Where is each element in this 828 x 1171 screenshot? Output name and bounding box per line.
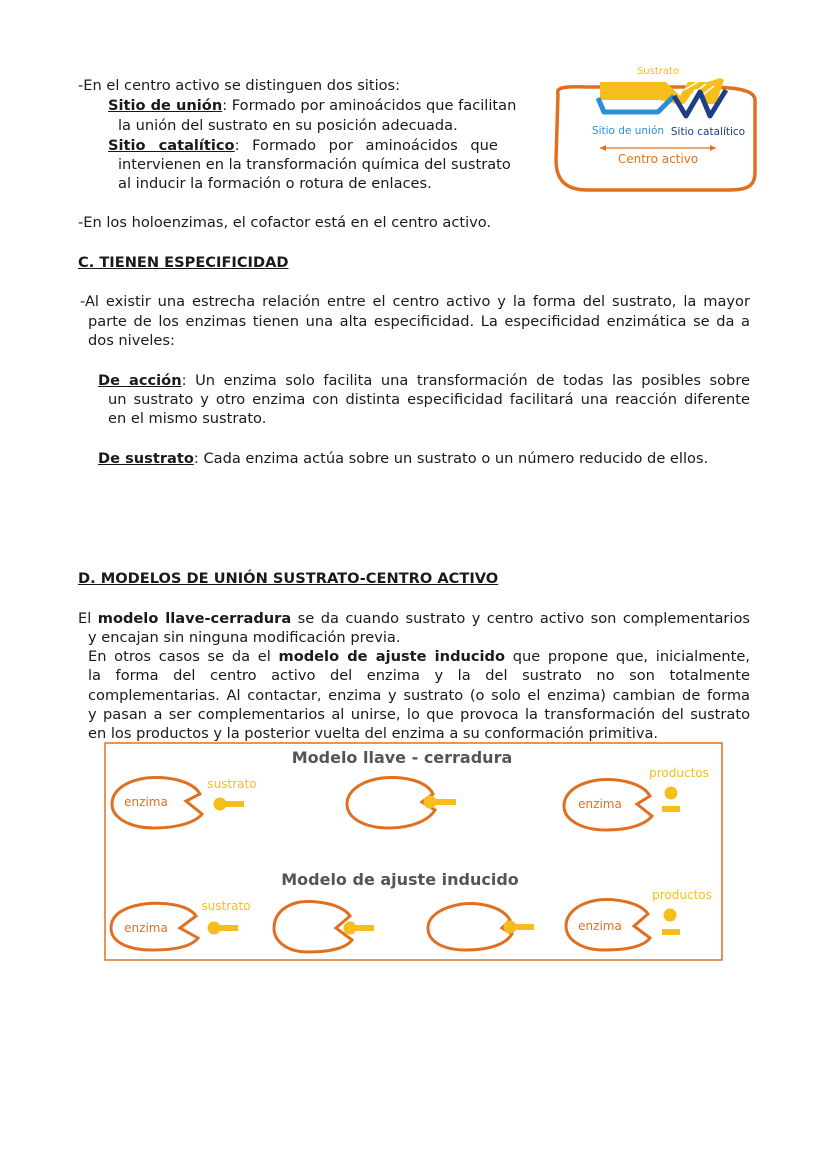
sitio-union-text: : Formado por aminoácidos que facilitan	[222, 97, 517, 114]
sitio-catalitico-line-2: intervienen en la transformación química del sustrato	[118, 156, 511, 173]
sustrato-1-tail	[220, 801, 244, 807]
label-sitio-catalitico: Sitio catalítico	[670, 126, 746, 138]
sitio-catalitico-text: : Formado por aminoácidos que	[234, 137, 498, 154]
accion-text: : Un enzima solo facilita una transformación de todas las posibles sobre	[181, 372, 750, 389]
especificidad-p1-line-1: -Al existir una estrecha relación entre el centro activo y la forma del sustrato, la mayor	[80, 293, 750, 310]
centro-activo-diagram	[548, 60, 764, 194]
producto-2b	[662, 929, 680, 935]
sitio-union-term: Sitio de unión	[108, 97, 223, 114]
complejo-3-sustrato-tail	[510, 924, 534, 930]
producto-2a	[664, 909, 677, 922]
label-sustrato-1: sustrato	[207, 777, 257, 791]
label-productos-2: productos	[652, 888, 712, 902]
intro-sitios: -En el centro activo se distinguen dos sitios:	[78, 77, 401, 94]
sitio-catalitico-term: Sitio catalítico	[108, 137, 235, 154]
sitio-catalitico-line-3: al inducir la formación o rotura de enlaces.	[118, 175, 432, 192]
label-sustrato: Sustrato	[636, 66, 680, 77]
especificidad-p1-line-2: parte de los enzimas tienen una alta especificidad. La especificidad enzimática se da a	[88, 313, 750, 330]
modelos-diagram	[104, 742, 724, 964]
de-sustrato-term: De sustrato	[98, 450, 194, 467]
modelo-ajuste-inducido-term: modelo de ajuste inducido	[278, 648, 506, 665]
modelos-line-1	[78, 609, 750, 628]
accion-line-2: un sustrato y otro enzima con distinta especificidad facilitará una reacción diferente	[108, 391, 750, 408]
sitio-catalitico-line-1	[108, 136, 535, 155]
modelos-line-4: la forma del centro activo del enzima y la del sustrato no son totalmente	[88, 667, 750, 684]
especificidad-p1-line-3: dos niveles:	[88, 332, 175, 349]
modelos-l3-c: que propone que, inicialmente,	[505, 648, 750, 665]
heading-especificidad: C. TIENEN ESPECIFICIDAD	[78, 254, 289, 271]
label-enzima-2: enzima	[578, 797, 622, 811]
sitio-union-line-2: la unión del sustrato en su posición adecuada.	[118, 117, 458, 134]
modelos-l3-a: En otros casos se da el	[88, 648, 279, 665]
modelos-line-3	[88, 647, 750, 666]
accion-line-3: en el mismo sustrato.	[108, 410, 267, 427]
sitio-union-line-1	[108, 96, 516, 115]
complejo-1-sustrato-tail	[430, 799, 456, 805]
enzyme-outline	[556, 87, 755, 190]
label-enzima-5: enzima	[578, 919, 622, 933]
de-sustrato-text: : Cada enzima actúa sobre un sustrato o un número reducido de ellos.	[193, 450, 709, 467]
modelos-l1-a: El	[78, 610, 98, 627]
diagram-frame	[105, 743, 722, 960]
modelos-line-5: complementarias. Al contactar, enzima y sustrato (o solo el enzima) cambian de forma	[88, 687, 750, 704]
modelos-line-7: en los productos y la posterior vuelta del enzima a su conformación primitiva.	[88, 725, 659, 742]
holoenzimas-text: -En los holoenzimas, el cofactor está en el centro activo.	[78, 214, 492, 231]
label-enzima-1: enzima	[124, 795, 168, 809]
label-sitio-union: Sitio de unión	[591, 125, 665, 137]
sustrato-2-tail	[214, 925, 238, 931]
title-ajuste-inducido: Modelo de ajuste inducido	[281, 870, 519, 889]
label-productos-1: productos	[649, 766, 709, 780]
modelos-l1-c: se da cuando sustrato y centro activo son complementarios	[291, 610, 750, 627]
accion-term: De acción	[98, 372, 182, 389]
label-enzima-3: enzima	[124, 921, 168, 935]
heading-modelos: D. MODELOS DE UNIÓN SUSTRATO-CENTRO ACTIVO	[78, 570, 499, 587]
label-centro-activo: Centro activo	[617, 152, 699, 166]
label-sustrato-2: sustrato	[201, 899, 251, 913]
accion-line-1	[98, 371, 750, 390]
producto-1b	[662, 806, 680, 812]
modelos-line-6: y pasan a ser complementarios al unirse, lo que provoca la transformación del sustrato	[88, 706, 750, 723]
producto-1a	[665, 787, 678, 800]
title-llave-cerradura: Modelo llave - cerradura	[291, 748, 513, 767]
de-sustrato-line	[98, 449, 708, 468]
complejo-2-sustrato-tail	[350, 925, 374, 931]
modelo-llave-cerradura-term: modelo llave-cerradura	[97, 610, 292, 627]
modelos-line-2: y encajan sin ninguna modificación previa.	[88, 629, 401, 646]
